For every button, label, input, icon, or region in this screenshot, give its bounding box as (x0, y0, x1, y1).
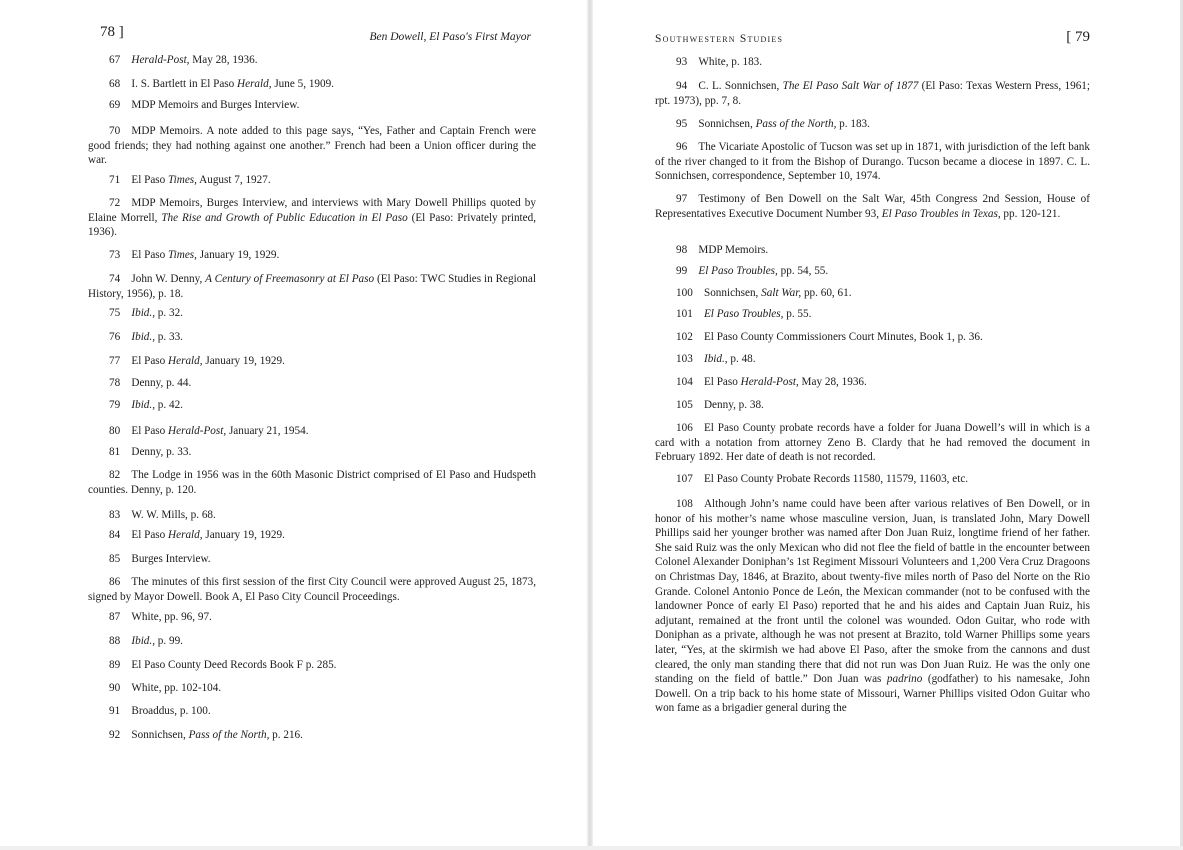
endnote-number: 82 (109, 469, 121, 481)
endnote-77 (88, 354, 536, 369)
left-page (88, 0, 536, 850)
endnote-number: 73 (109, 249, 121, 261)
endnote-102 (655, 330, 1090, 345)
endnote-96 (655, 140, 1090, 184)
endnote-number: 81 (109, 446, 121, 458)
endnote-text: John W. Denny, A Century of Freemasonry at El Paso (El Paso: TWC Studies in Regional History, 1956), p. 18. (88, 273, 536, 300)
endnote-83 (88, 508, 536, 523)
endnote-text: W. W. Mills, p. 68. (131, 509, 216, 521)
endnote-105 (655, 398, 1090, 413)
right-page (655, 0, 1090, 850)
endnote-87 (88, 610, 536, 625)
endnote-92 (88, 728, 536, 743)
endnote-number: 86 (109, 576, 121, 588)
endnote-text: White, pp. 96, 97. (131, 611, 212, 623)
endnote-text: Ibid., p. 99. (131, 635, 183, 647)
endnote-78 (88, 376, 536, 391)
endnote-text: Testimony of Ben Dowell on the Salt War, 45th Congress 2nd Session, House of Representatives Executive Document Number 93, El Paso Troubles in Texas, pp. 120-121. (655, 193, 1090, 220)
endnote-103 (655, 352, 1090, 367)
endnote-text: MDP Memoirs, Burges Interview, and interviews with Mary Dowell Phillips quoted by Elaine Morrell, The Rise and Growth of Public Education in El Paso (El Paso: Privately printed, 1936). (88, 197, 537, 239)
left-running-head (88, 24, 536, 52)
endnote-81 (88, 445, 536, 460)
endnote-73 (88, 248, 536, 263)
endnote-text: El Paso County Probate Records 11580, 11579, 11603, etc. (703, 473, 969, 485)
endnote-107 (655, 472, 1090, 487)
endnote-number: 68 (109, 78, 121, 90)
endnote-number: 84 (109, 529, 121, 541)
endnote-text: Ibid., p. 32. (131, 307, 183, 319)
endnote-number: 93 (676, 56, 688, 68)
endnote-91 (88, 704, 536, 719)
right-running-head (655, 24, 1090, 52)
endnote-number: 107 (676, 473, 693, 485)
endnote-number: 103 (676, 353, 693, 365)
page-number: 78 ] (100, 24, 124, 40)
endnote-number: 94 (676, 80, 688, 92)
endnote-number: 85 (109, 553, 121, 565)
endnote-67 (88, 53, 536, 68)
endnote-number: 105 (676, 399, 693, 411)
endnote-number: 108 (676, 498, 693, 510)
endnote-number: 100 (676, 287, 693, 299)
endnote-text: El Paso County Deed Records Book F p. 285. (131, 659, 337, 671)
endnote-69 (88, 98, 536, 113)
endnote-106 (655, 421, 1090, 465)
endnote-text: Ibid., p. 42. (131, 399, 183, 411)
endnote-number: 80 (109, 425, 121, 437)
endnote-79 (88, 398, 536, 413)
endnote-70 (88, 124, 536, 168)
endnote-84 (88, 528, 536, 543)
endnote-number: 72 (109, 197, 121, 209)
endnote-number: 101 (676, 308, 693, 320)
endnote-number: 69 (109, 99, 121, 111)
endnote-number: 67 (109, 54, 121, 66)
endnote-82 (88, 468, 536, 497)
endnote-80 (88, 424, 536, 439)
endnote-text: Ibid., p. 33. (131, 331, 183, 343)
endnote-text: El Paso County probate records have a folder for Juana Dowell’s will in which is a card with a notation from attorney Zeno B. Clardy that he had removed the document in February 1892. Her date of death is not recorded. (655, 422, 1090, 464)
book-gutter (587, 0, 593, 850)
endnote-number: 99 (676, 265, 688, 277)
endnote-number: 74 (109, 273, 121, 285)
endnote-72 (88, 196, 536, 240)
endnote-93 (655, 55, 1090, 70)
endnote-text: Denny, p. 33. (131, 446, 192, 458)
endnote-number: 96 (676, 141, 688, 153)
running-title: Southwestern Studies (655, 33, 784, 45)
endnote-text: Herald-Post, May 28, 1936. (131, 54, 258, 66)
endnote-text: El Paso Troubles, p. 55. (703, 308, 812, 320)
endnote-text: C. L. Sonnichsen, The El Paso Salt War of 1877 (El Paso: Texas Western Press, 1961; rpt. 1973), pp. 7, 8. (655, 80, 1090, 107)
endnote-number: 90 (109, 682, 121, 694)
endnote-number: 98 (676, 244, 688, 256)
endnote-number: 76 (109, 331, 121, 343)
endnote-94 (655, 79, 1090, 108)
page-number: [ 79 (1066, 29, 1090, 45)
endnote-text: The Lodge in 1956 was in the 60th Masonic District comprised of El Paso and Hudspeth counties. Denny, p. 120. (88, 469, 536, 496)
endnote-text: Broaddus, p. 100. (131, 705, 211, 717)
endnote-text: El Paso Herald, January 19, 1929. (131, 529, 285, 541)
endnote-number: 89 (109, 659, 121, 671)
endnote-text: El Paso County Commissioners Court Minutes, Book 1, p. 36. (703, 331, 983, 343)
endnote-100 (655, 286, 1090, 301)
endnote-number: 83 (109, 509, 121, 521)
endnote-text: The Vicariate Apostolic of Tucson was set up in 1871, with jurisdiction of the left bank of the river changed to it from the Bishop of Durango. Tucson became a diocese in 1897. C. L. Sonnichsen, correspondence, September 10, 1974. (655, 141, 1090, 183)
endnote-89 (88, 658, 536, 673)
endnote-99 (655, 264, 1090, 279)
endnote-98 (655, 243, 1090, 258)
endnote-text: El Paso Times, January 19, 1929. (131, 249, 280, 261)
endnote-number: 70 (109, 125, 121, 137)
endnote-text: Ibid., p. 48. (703, 353, 756, 365)
endnote-text: The minutes of this first session of the first City Council were approved August 25, 1873, signed by Mayor Dowell. Book A, El Paso City Council Proceedings. (88, 576, 536, 603)
endnote-86 (88, 575, 536, 604)
endnote-number: 88 (109, 635, 121, 647)
endnote-number: 79 (109, 399, 121, 411)
endnote-text: Denny, p. 44. (131, 377, 192, 389)
endnote-number: 102 (676, 331, 693, 343)
endnote-68 (88, 77, 536, 92)
endnote-number: 92 (109, 729, 121, 741)
endnote-text: El Paso Herald-Post, January 21, 1954. (131, 425, 309, 437)
endnote-number: 71 (109, 174, 121, 186)
endnote-number: 75 (109, 307, 121, 319)
endnote-text: Although John’s name could have been after various relatives of Ben Dowell, or in honor of his mother’s name whose masculine version, Juan, is translated John, Mary Dowell Phillips said her younger brother was named after Don Juan Ruiz, longtime friend of her father. She said Ruiz was the only Mexican who did not flee the field of battle in the encounter between Colonel Alexander Doniphan’s 1st Regiment Missouri Volunteers and 1,200 Vera Cruz Dragoons on Christmas Day, 1846, at Brazito, about twenty-five miles north of Paso del Norte on the Rio Grande. Colonel Antonio Ponce de León, the Mexican commander (not to be confused with the landowner Ponce of early El Paso) reported that he and his aides and Captain Juan Ruiz, his adjutant, remained at the front until the colonel was wounded. Odon Guitar, who rode with Doniphan as a private, although he was not present at Brazito, told Warner Phillips some years later, “Yes, at the skirmish we had above El Paso, after the smoke from the cannons and dust cleared, the only man standing there that did not run was Don Juan Ruiz. He was the only one standing on the field of battle.” Don Juan was padrino (godfather) to his namesake, John Dowell. On a trip back to his home state of Missouri, Warner Phillips visited Odon Guitar who won fame as a brigadier general during the (655, 498, 1090, 715)
endnote-number: 106 (676, 422, 693, 434)
endnote-text: MDP Memoirs and Burges Interview. (131, 99, 300, 111)
endnote-number: 87 (109, 611, 121, 623)
endnote-text: MDP Memoirs. (698, 244, 769, 256)
endnote-85 (88, 552, 536, 567)
endnote-number: 95 (676, 118, 688, 130)
endnote-text: Sonnichsen, Pass of the North, p. 216. (131, 729, 303, 741)
endnote-90 (88, 681, 536, 696)
endnote-97 (655, 192, 1090, 221)
endnote-text: Denny, p. 38. (703, 399, 764, 411)
endnote-104 (655, 375, 1090, 390)
endnote-95 (655, 117, 1090, 132)
endnote-101 (655, 307, 1090, 322)
endnote-76 (88, 330, 536, 345)
endnote-text: I. S. Bartlett in El Paso Herald, June 5, 1909. (131, 78, 334, 90)
endnote-text: Burges Interview. (131, 553, 211, 565)
running-title: Ben Dowell, El Paso's First Mayor (369, 31, 531, 43)
endnote-108 (655, 497, 1090, 716)
endnote-text: El Paso Herald, January 19, 1929. (131, 355, 285, 367)
endnote-text: White, p. 183. (698, 56, 763, 68)
endnote-text: MDP Memoirs. A note added to this page says, “Yes, Father and Captain French were good friends; they had nothing against one another.” French had been a Union officer during the war. (88, 125, 536, 167)
endnote-text: El Paso Herald-Post, May 28, 1936. (703, 376, 867, 388)
endnote-number: 104 (676, 376, 693, 388)
endnote-text: Sonnichsen, Salt War, pp. 60, 61. (703, 287, 852, 299)
endnote-text: El Paso Troubles, pp. 54, 55. (698, 265, 829, 277)
endnote-text: El Paso Times, August 7, 1927. (131, 174, 271, 186)
endnote-88 (88, 634, 536, 649)
endnote-74 (88, 272, 536, 301)
endnote-number: 78 (109, 377, 121, 389)
endnote-75 (88, 306, 536, 321)
endnote-number: 77 (109, 355, 121, 367)
endnote-number: 91 (109, 705, 121, 717)
endnote-71 (88, 173, 536, 188)
endnote-text: White, pp. 102-104. (131, 682, 222, 694)
endnote-number: 97 (676, 193, 688, 205)
endnote-text: Sonnichsen, Pass of the North, p. 183. (698, 118, 870, 130)
